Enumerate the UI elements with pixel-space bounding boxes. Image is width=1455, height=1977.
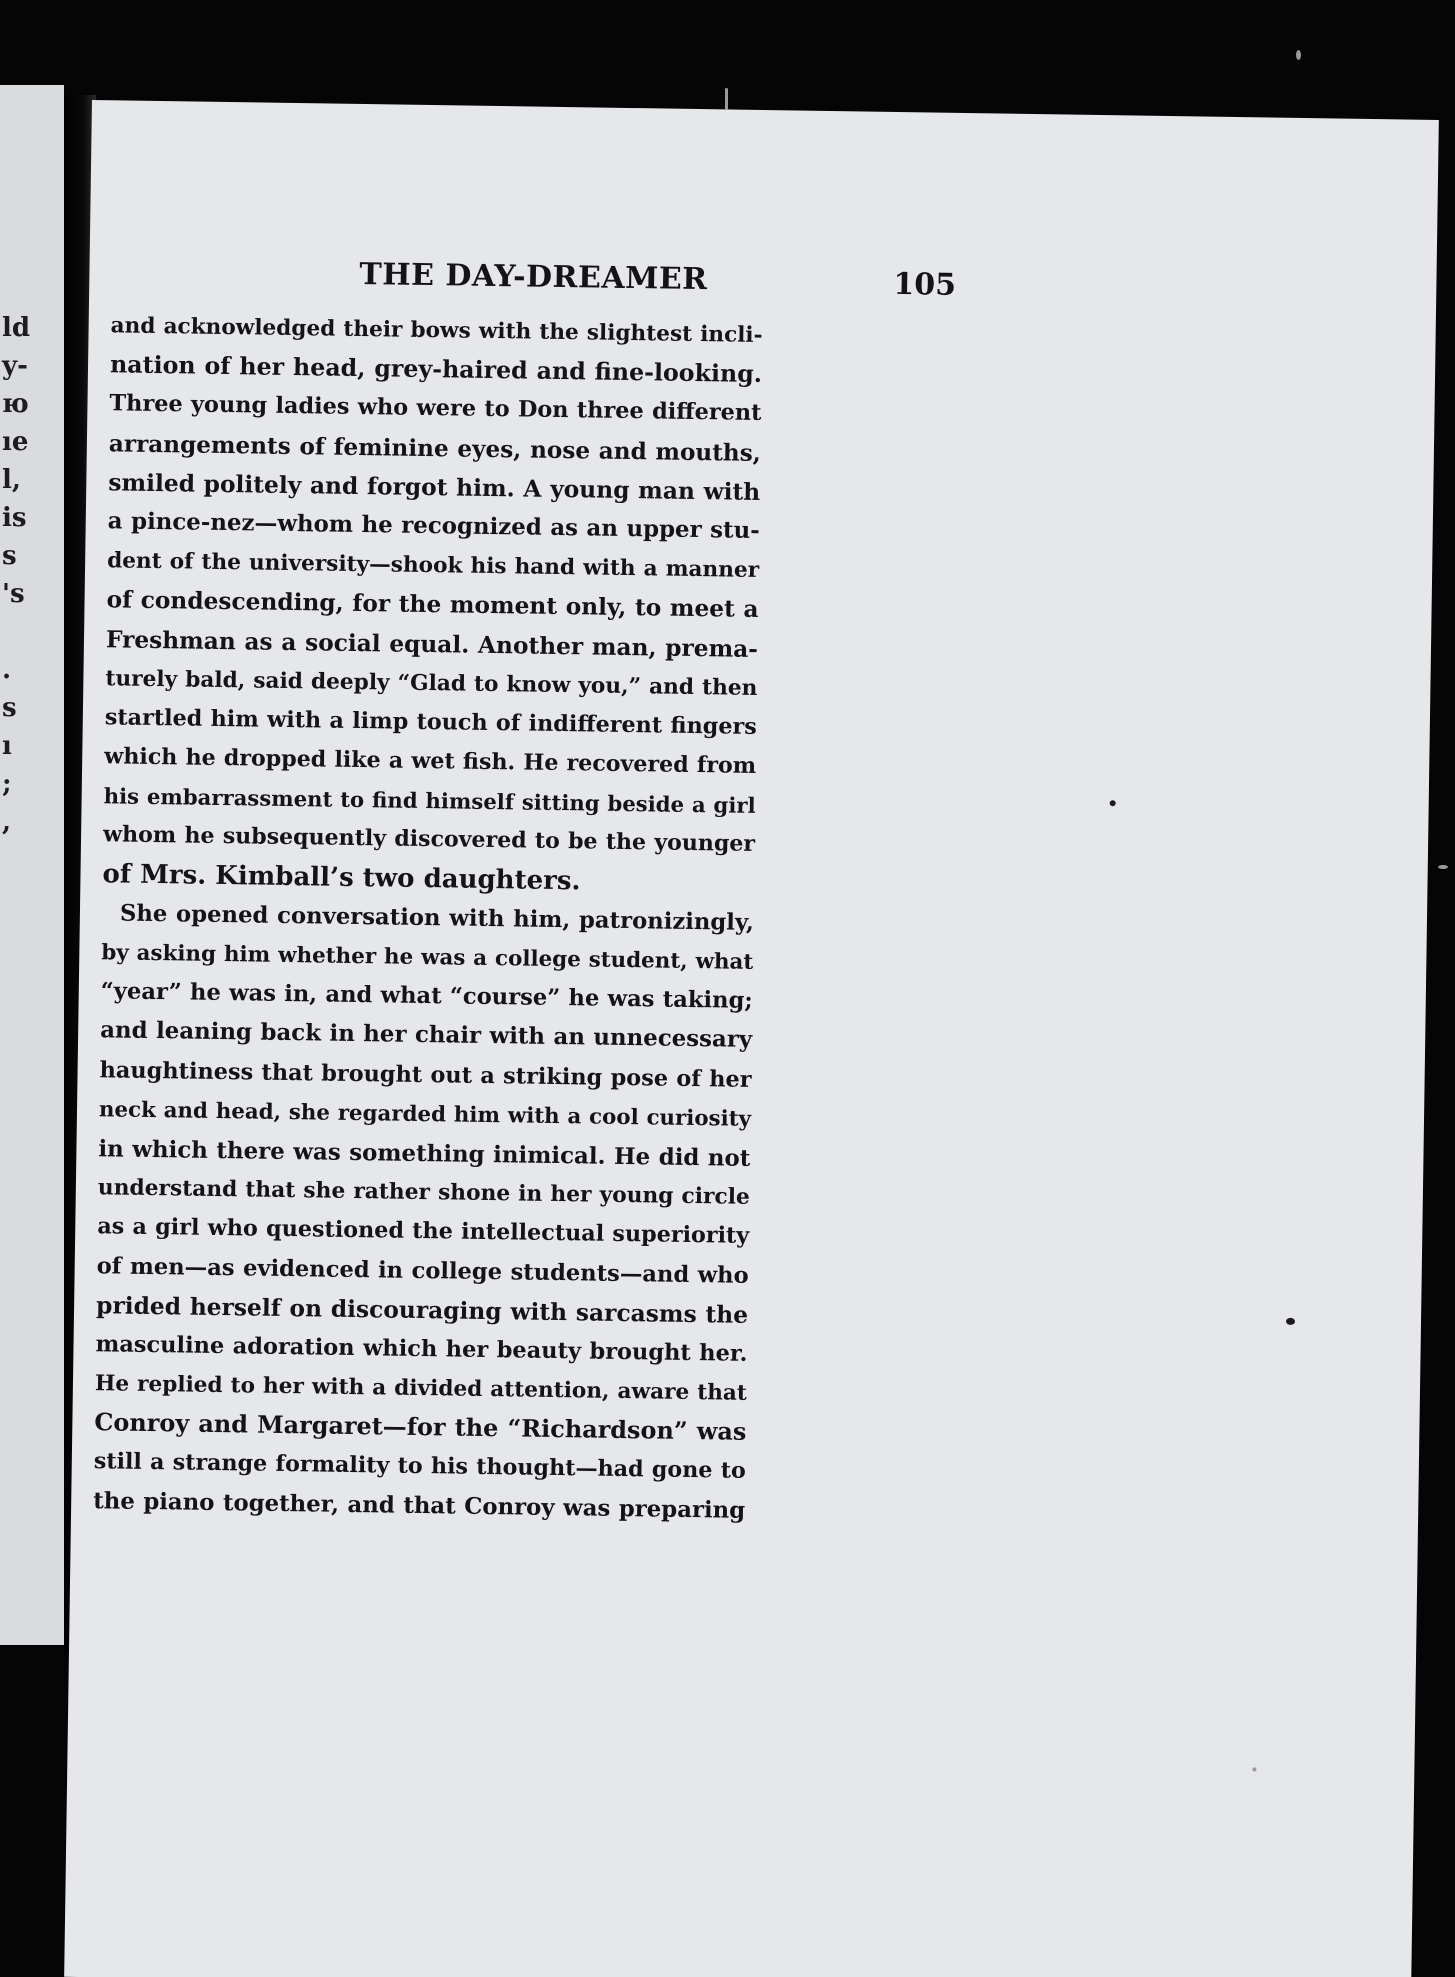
dust-speck — [1252, 1767, 1256, 1771]
text-line: dent of the university—shook his hand with a manner — [106, 548, 760, 584]
text-line: nation of her head, grey-haired and fine-looking. — [109, 350, 763, 389]
text-line-paragraph-end: of Mrs. Kimball’s two daughters. — [102, 858, 581, 896]
left-facing-page-edge — [0, 85, 64, 1645]
text-line: smiled politely and forgot him. A young man with — [108, 468, 761, 506]
left-page-fragment: ю — [2, 389, 29, 419]
left-page-fragment: ; — [2, 769, 12, 799]
left-page-fragment: ı — [2, 731, 12, 761]
left-page-fragment: 's — [2, 579, 25, 609]
text-line: a pince-nez—whom he recognized as an upper stu- — [107, 508, 760, 544]
text-line: startled him with a limp touch of indifferent fingers — [104, 704, 757, 740]
body-text — [93, 306, 763, 1530]
text-line: in which there was something inimical. He did not — [98, 1135, 751, 1172]
text-line: haughtiness that brought out a striking pose of her — [99, 1056, 752, 1093]
book-page — [64, 100, 1439, 1977]
text-line: and acknowledged their bows with the slightest incli- — [110, 313, 763, 348]
dust-speck — [1438, 865, 1448, 869]
text-line: whom he subsequently discovered to be the younger — [102, 821, 756, 858]
text-line: turely bald, said deeply “Glad to know you,” and then — [105, 665, 758, 701]
text-line: Freshman as a social equal. Another man, prema- — [105, 625, 759, 663]
running-title: THE DAY-DREAMER — [359, 256, 708, 298]
left-page-fragment: . — [2, 655, 12, 685]
text-line: arrangements of feminine eyes, nose and mouths, — [108, 429, 762, 467]
left-page-fragment: ld — [2, 313, 31, 343]
left-page-fragment: , — [2, 807, 12, 837]
text-line: “year” he was in, and what “course” he was taking; — [100, 978, 753, 1015]
text-line: He replied to her with a divided attention, aware that — [94, 1371, 748, 1406]
left-page-fragment: s — [2, 693, 17, 723]
left-page-fragment: ıe — [2, 427, 29, 457]
text-line: his embarrassment to find himself sitting beside a girl — [103, 783, 756, 819]
text-line: and leaning back in her chair with an unnecessary — [100, 1017, 753, 1054]
text-line: masculine adoration which her beauty brought her. — [95, 1331, 748, 1367]
text-line: by asking him whether he was a college student, what — [101, 940, 754, 975]
text-line: of condescending, for the moment only, to meet a — [106, 586, 759, 624]
dust-speck — [1110, 800, 1116, 806]
text-line: as a girl who questioned the intellectual superiority — [97, 1213, 750, 1250]
text-line: neck and head, she regarded him with a cool curiosity — [98, 1096, 752, 1132]
text-line: still a strange formality to his thought—had gone to — [93, 1448, 746, 1485]
text-line: prided herself on discouraging with sarcasms the — [95, 1290, 749, 1329]
text-line: Conroy and Margaret—for the “Richardson” was — [94, 1408, 747, 1447]
left-page-fragment: l, — [2, 465, 21, 495]
text-line: of men—as evidenced in college students—and who — [96, 1252, 749, 1289]
text-line: the piano together, and that Conroy was preparing — [93, 1487, 746, 1524]
left-page-fragment: s — [2, 541, 17, 571]
text-line: which he dropped like a wet fish. He recovered from — [104, 743, 757, 779]
dust-speck — [725, 88, 728, 110]
left-page-fragment: y- — [2, 351, 28, 381]
page-number: 105 — [893, 266, 957, 303]
left-page-fragment: is — [2, 503, 27, 533]
page-content — [64, 100, 1439, 1977]
dust-speck — [1296, 50, 1301, 60]
dust-speck — [1286, 1318, 1295, 1325]
text-line: understand that she rather shone in her young circle — [97, 1175, 750, 1211]
text-line-paragraph-start: She opened conversation with him, patronizingly, — [119, 900, 755, 936]
text-line: Three young ladies who were to Don three different — [109, 390, 762, 427]
